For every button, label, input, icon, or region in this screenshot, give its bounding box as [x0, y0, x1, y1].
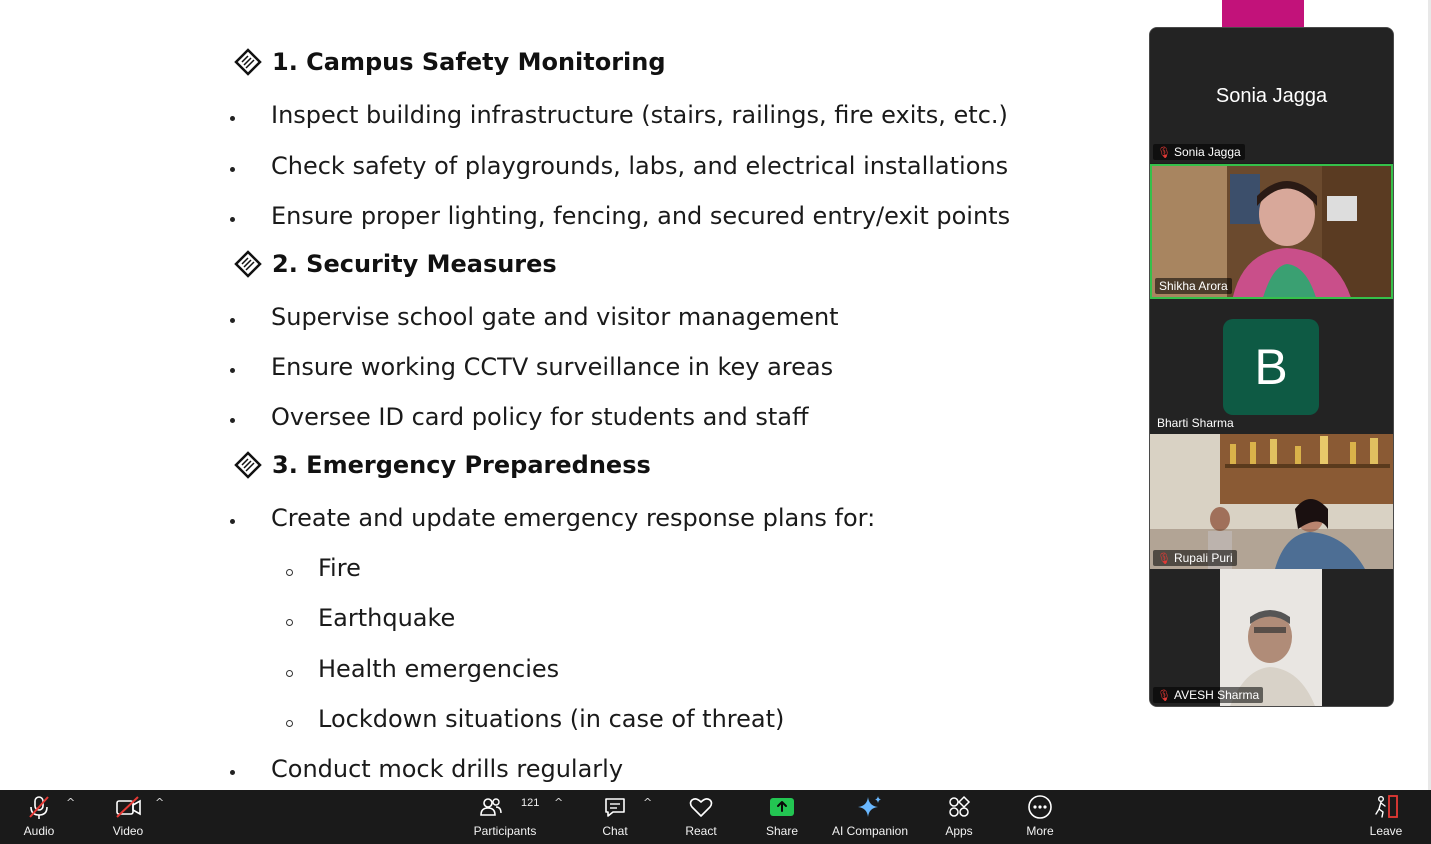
video-tile-participant[interactable] [1150, 569, 1393, 706]
leave-button[interactable]: Leave [1366, 790, 1406, 844]
diamond-bullet-icon [234, 451, 262, 479]
sparkle-icon [856, 794, 884, 820]
share-button[interactable]: Share [762, 790, 802, 844]
participant-label: 🎙 AVESH Sharma [1153, 687, 1263, 703]
participant-label: Bharti Sharma [1157, 416, 1234, 430]
bullet-item: Inspect building infrastructure (stairs, railings, fire exits, etc.) [230, 100, 235, 130]
participants-options-caret[interactable]: ^ [554, 796, 564, 809]
bullet-item: Oversee ID card policy for students and staff [230, 402, 235, 432]
muted-mic-icon: 🎙 [1157, 146, 1171, 159]
participants-button[interactable]: Participants [471, 790, 539, 844]
video-button[interactable]: Video [103, 790, 153, 844]
sub-bullet-item: Health emergencies [286, 654, 293, 684]
section-heading [234, 250, 557, 278]
audio-options-caret[interactable]: ^ [66, 796, 76, 809]
section-title: 2. Security Measures [272, 250, 557, 278]
bullet-item: Ensure working CCTV surveillance in key areas [230, 352, 235, 382]
share-indicator-tab [1222, 0, 1304, 27]
chat-icon [602, 794, 628, 820]
muted-mic-icon: 🎙 [1157, 552, 1171, 565]
muted-microphone-icon [26, 794, 52, 820]
section-heading [234, 48, 666, 76]
sub-bullet-item: Earthquake [286, 603, 293, 633]
bullet-item: Conduct mock drills regularly [230, 754, 235, 784]
react-button[interactable]: React [680, 790, 722, 844]
muted-mic-icon: 🎙 [1157, 689, 1171, 702]
meeting-toolbar [0, 790, 1431, 844]
video-tile-speaker[interactable] [1150, 28, 1393, 163]
avatar: B [1223, 319, 1319, 415]
speaker-name: Sonia Jagga [1215, 85, 1328, 107]
video-panel[interactable] [1149, 27, 1394, 707]
ai-companion-button[interactable]: AI Companion [828, 790, 912, 844]
video-tile-participant[interactable] [1150, 434, 1393, 569]
video-tile-participant[interactable] [1150, 164, 1393, 299]
participants-icon [478, 794, 504, 820]
more-icon [1027, 794, 1053, 820]
share-screen-icon [769, 794, 795, 820]
sub-bullet-item: Lockdown situations (in case of threat) [286, 704, 293, 734]
section-title: 3. Emergency Preparedness [272, 451, 651, 479]
bullet-item: Create and update emergency response plans for: [230, 503, 235, 533]
participant-label: Shikha Arora [1155, 278, 1232, 294]
sub-bullet-item: Fire [286, 553, 293, 583]
video-options-caret[interactable]: ^ [155, 796, 165, 809]
bullet-item: Supervise school gate and visitor management [230, 302, 235, 332]
participant-video [1150, 569, 1393, 706]
participants-count: 121 [521, 797, 540, 809]
video-off-icon [114, 794, 142, 820]
section-title: 1. Campus Safety Monitoring [272, 48, 666, 76]
video-tile-participant[interactable] [1150, 299, 1393, 434]
bullet-item: Check safety of playgrounds, labs, and electrical installations [230, 151, 235, 181]
participant-label: 🎙 Sonia Jagga [1153, 144, 1245, 160]
leave-icon [1372, 794, 1400, 820]
audio-button[interactable]: Audio [14, 790, 64, 844]
more-button[interactable]: More [1020, 790, 1060, 844]
section-heading [234, 451, 651, 479]
heart-icon [688, 794, 714, 820]
chat-button[interactable]: Chat [595, 790, 635, 844]
participant-video [1150, 434, 1393, 569]
chat-options-caret[interactable]: ^ [643, 796, 653, 809]
diamond-bullet-icon [234, 250, 262, 278]
apps-icon [946, 794, 972, 820]
bullet-item: Ensure proper lighting, fencing, and secured entry/exit points [230, 201, 235, 231]
diamond-bullet-icon [234, 48, 262, 76]
participant-label: 🎙 Rupali Puri [1153, 550, 1237, 566]
apps-button[interactable]: Apps [940, 790, 978, 844]
